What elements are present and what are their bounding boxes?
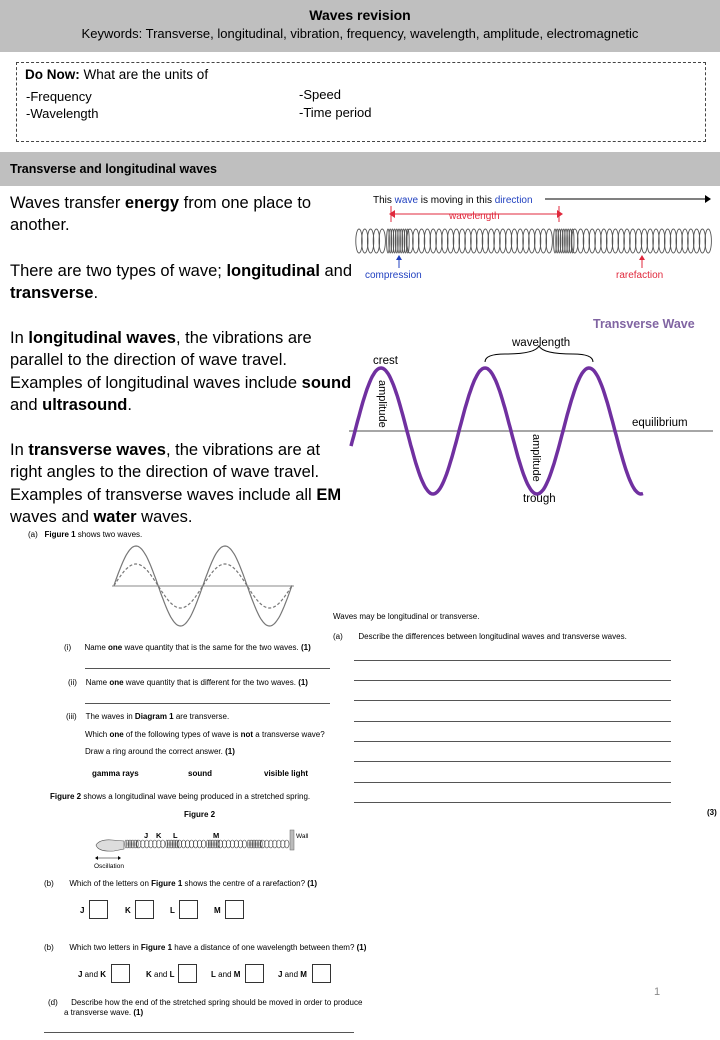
spring-coils bbox=[125, 840, 289, 848]
direction-arrowhead bbox=[705, 195, 711, 203]
answer-line[interactable] bbox=[354, 802, 671, 803]
amplitude-label: amplitude bbox=[530, 434, 542, 482]
answer-box-j[interactable] bbox=[89, 900, 108, 919]
keywords-line: Keywords: Transverse, longitudinal, vibration, frequency, wavelength, amplitude, electromagnetic bbox=[81, 26, 639, 41]
answer-line[interactable] bbox=[354, 680, 671, 681]
answer-line[interactable] bbox=[354, 660, 671, 661]
answer-box-k[interactable] bbox=[135, 900, 154, 919]
equilibrium-label: equilibrium bbox=[632, 417, 688, 429]
intro-paragraph-energy: Waves transfer energy from one place to another. bbox=[10, 194, 312, 235]
option-gamma-rays[interactable]: gamma rays bbox=[92, 769, 139, 778]
section-title: Transverse and longitudinal waves bbox=[10, 162, 218, 176]
letter-l: L bbox=[173, 831, 178, 840]
transverse-wave-diagram bbox=[345, 312, 717, 512]
trough-label: trough bbox=[523, 493, 556, 505]
compression-label: compression bbox=[365, 270, 422, 281]
answer-box-j-and-m[interactable] bbox=[312, 964, 331, 983]
answer-box-k-and-l[interactable] bbox=[178, 964, 197, 983]
wall-label: Wall bbox=[296, 833, 309, 840]
do-now-item: -Time period bbox=[299, 105, 372, 120]
intro-paragraph-longitudinal: In longitudinal waves, the vibrations are parallel to the direction of wave travel. Examples of longitudinal waves include sound and ultrasound. bbox=[10, 329, 352, 415]
answer-box-l[interactable] bbox=[179, 900, 198, 919]
letter-k: K bbox=[156, 831, 162, 840]
do-now-item: -Wavelength bbox=[26, 106, 99, 121]
do-now-box bbox=[16, 62, 706, 142]
wavelength-label: wavelength bbox=[512, 337, 571, 349]
answer-line[interactable] bbox=[85, 668, 330, 669]
intro-paragraph-transverse: In transverse waves, the vibrations are at right angles to the direction of wave travel. Examples of transverse waves include all EM waves and water waves. bbox=[10, 441, 342, 527]
header-bar bbox=[0, 0, 720, 52]
figure-2-spring bbox=[92, 828, 322, 872]
answer-line[interactable] bbox=[354, 782, 671, 783]
option-visible-light[interactable]: visible light bbox=[264, 769, 309, 778]
answer-line[interactable] bbox=[354, 721, 671, 722]
longitudinal-wave-diagram bbox=[355, 188, 717, 288]
intro-paragraph-types: There are two types of wave; longitudinal and transverse. bbox=[10, 262, 353, 303]
page-title: Waves revision bbox=[309, 7, 411, 23]
answer-line[interactable] bbox=[85, 703, 330, 704]
answer-box-j-and-k[interactable] bbox=[111, 964, 130, 983]
answer-line[interactable] bbox=[354, 761, 671, 762]
marks-label: (3) bbox=[707, 808, 717, 817]
answer-line[interactable] bbox=[44, 1032, 354, 1033]
answer-line[interactable] bbox=[354, 741, 671, 742]
figure-1-two-waves bbox=[108, 540, 298, 632]
rarefaction-label: rarefaction bbox=[616, 270, 664, 281]
answer-box-m[interactable] bbox=[225, 900, 244, 919]
longitudinal-caption: This wave is moving in this direction bbox=[373, 195, 533, 206]
section-bar bbox=[0, 152, 720, 186]
amplitude-label: amplitude bbox=[376, 380, 388, 428]
figure-2-title: Figure 2 bbox=[184, 810, 216, 819]
do-now-heading: Do Now: What are the units of bbox=[25, 67, 209, 82]
letter-m: M bbox=[213, 831, 220, 840]
do-now-item: -Speed bbox=[299, 87, 341, 102]
option-sound[interactable]: sound bbox=[188, 769, 212, 778]
answer-line[interactable] bbox=[354, 700, 671, 701]
question-intro: Waves may be longitudinal or transverse. bbox=[333, 612, 480, 621]
answer-box-l-and-m[interactable] bbox=[245, 964, 264, 983]
wall bbox=[290, 830, 294, 850]
wavelength-label: wavelength bbox=[449, 211, 500, 222]
crest-label: crest bbox=[373, 355, 398, 367]
spring-coils bbox=[356, 229, 712, 253]
letter-j: J bbox=[144, 831, 149, 840]
do-now-item: -Frequency bbox=[26, 89, 92, 104]
hand-icon bbox=[96, 840, 124, 851]
oscillation-label: Oscillation bbox=[94, 863, 124, 870]
page-number: 1 bbox=[654, 986, 661, 998]
transverse-title: Transverse Wave bbox=[593, 317, 695, 331]
